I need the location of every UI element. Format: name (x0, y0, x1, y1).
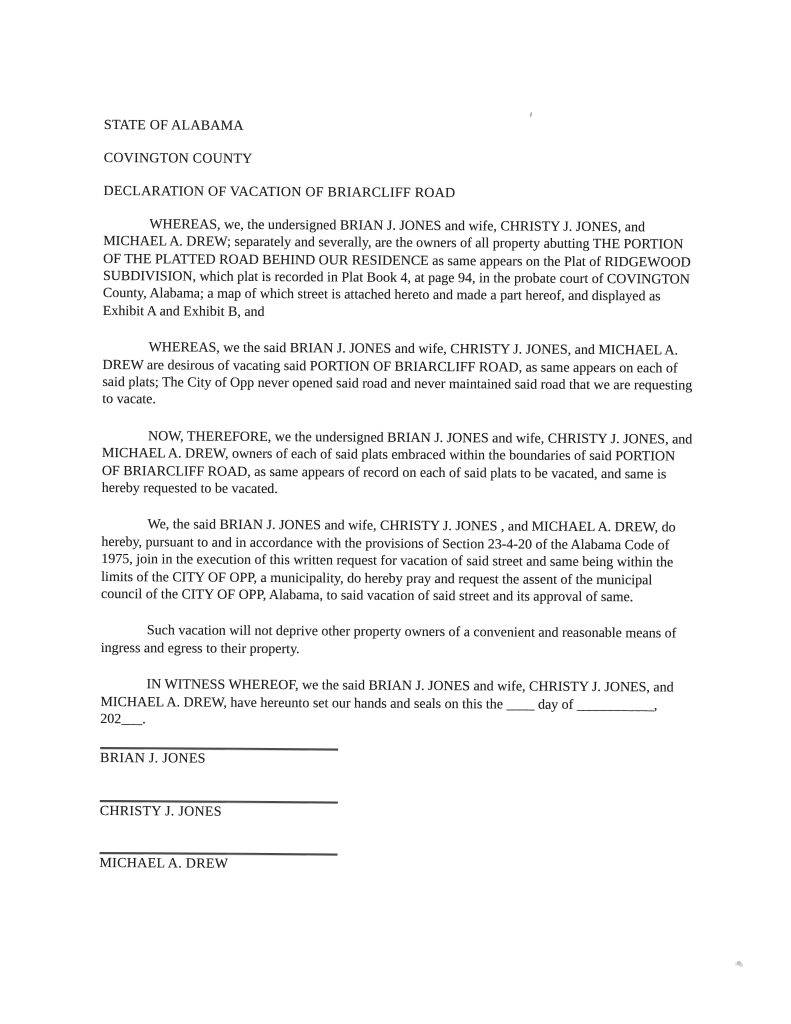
signature-block-michael (99, 852, 691, 876)
signature-name: CHRISTY J. JONES (99, 803, 222, 820)
signature-name: BRIAN J. JONES (100, 751, 206, 768)
paragraph-no-deprivation: Such vacation will not deprive other property owners of a convenient and reasonable means of ingress and egress to their property. (100, 623, 677, 658)
signature-section (99, 747, 692, 876)
signature-name: MICHAEL A. DREW (99, 856, 229, 873)
document-title: DECLARATION OF VACATION OF BRIARCLIFF ROAD (103, 183, 456, 201)
paragraph-whereas-owners: WHEREAS, we, the undersigned BRIAN J. JONES and wife, CHRISTY J. JONES, and MICHAEL A. DREW; separately and severally, are the owners of all property abutting THE PORTION OF THE PLATTED ROAD BEHIND OUR RESIDENCE as same appears on the Plat of RIDGEWOOD SUBDIVISION, which plat is recorded in Plat Book 4, at page 94, in the probate court of COVINGTON County, Alabama; a map of which street is attached hereto and made a part hereof, and displayed as Exhibit A and Exhibit B, and (102, 216, 691, 320)
paragraph-whereas-vacating: WHEREAS, we the said BRIAN J. JONES and wife, CHRISTY J. JONES, and MICHAEL A. DREW are desirous of vacating said PORTION OF BRIARCLIFF ROAD, as same appears on each of said plats; The City of Opp never opened said road and never maintained said road that we are requesting to vacate. (102, 340, 693, 408)
county-heading: COVINGTON COUNTY (103, 150, 253, 167)
signature-block-christy (100, 800, 692, 824)
state-heading: STATE OF ALABAMA (103, 117, 244, 134)
signature-block-brian (100, 747, 692, 771)
paragraph-request-assent: We, the said BRIAN J. JONES and wife, CHRISTY J. JONES , and MICHAEL A. DREW, do hereby, pursuant to and in accordance with the provisions of Section 23-4-20 of the Alabama Code of 1975, join in the execution of this written request for vacation of said street and same being within the limits of the CITY OF OPP, a municipality, do hereby pray and request the assent of the municipal council of the CITY OF OPP, Alabama, to said vacation of said street and its approval of same. (101, 517, 676, 606)
scan-speck (737, 961, 741, 965)
document-body (99, 117, 696, 908)
paragraph-now-therefore: NOW, THEREFORE, we the undersigned BRIAN J. JONES and wife, CHRISTY J. JONES, and MICHAEL A. DREW, owners of each of said plats embraced within the boundaries of said PORTION OF BRIARCLIFF ROAD, as same appears of record on each of said plats to be vacated, and same is hereby requested to be vacated. (101, 429, 693, 498)
paragraph-in-witness: IN WITNESS WHEREOF, we the said BRIAN J. JONES and wife, CHRISTY J. JONES, and MICHAEL A. DREW, have hereunto set our hands and seals on this the ____ day of ___________, 202___. (100, 677, 674, 728)
scan-speck (530, 112, 533, 117)
